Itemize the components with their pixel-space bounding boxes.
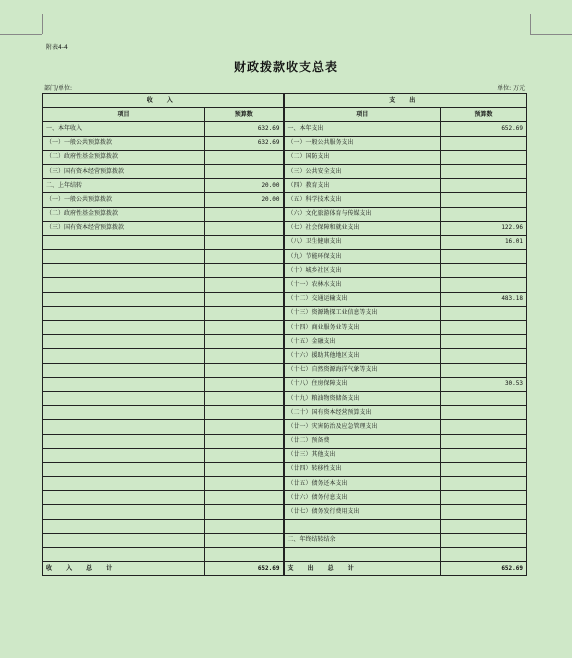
income-item xyxy=(43,335,205,349)
income-item xyxy=(43,377,205,391)
income-header: 收 入 xyxy=(43,94,284,108)
income-item: （一）一般公共预算拨款 xyxy=(43,136,205,150)
income-value xyxy=(205,164,284,178)
income-item xyxy=(43,278,205,292)
expense-value xyxy=(441,349,527,363)
expense-value xyxy=(441,533,527,547)
income-value xyxy=(205,519,284,533)
income-item: 一、本年收入 xyxy=(43,122,205,136)
expense-item: （十二）交通运输支出 xyxy=(284,292,441,306)
expense-value xyxy=(441,448,527,462)
expense-item: 二、年终结转结余 xyxy=(284,533,441,547)
income-value xyxy=(205,420,284,434)
income-value xyxy=(205,533,284,547)
income-item xyxy=(43,533,205,547)
income-item xyxy=(43,321,205,335)
income-item xyxy=(43,349,205,363)
income-value xyxy=(205,321,284,335)
income-item: （三）国有资本经营预算拨款 xyxy=(43,221,205,235)
table-row xyxy=(43,420,527,434)
table-row xyxy=(43,548,527,562)
income-item: （三）国有资本经营预算拨款 xyxy=(43,164,205,178)
table-row xyxy=(43,179,527,193)
income-value xyxy=(205,221,284,235)
expense-item: （十八）住房保障支出 xyxy=(284,377,441,391)
table-row xyxy=(43,519,527,533)
expense-value xyxy=(441,505,527,519)
expense-item: 一、本年支出 xyxy=(284,122,441,136)
income-item xyxy=(43,363,205,377)
expense-item: （廿六）债务付息支出 xyxy=(284,491,441,505)
income-value xyxy=(205,391,284,405)
income-value xyxy=(205,306,284,320)
income-value xyxy=(205,448,284,462)
table-row xyxy=(43,505,527,519)
expense-value xyxy=(441,391,527,405)
table-row xyxy=(43,491,527,505)
expense-item xyxy=(284,548,441,562)
table-row xyxy=(43,321,527,335)
expense-value xyxy=(441,250,527,264)
income-value xyxy=(205,406,284,420)
income-value xyxy=(205,491,284,505)
expense-value xyxy=(441,548,527,562)
table-row xyxy=(43,349,527,363)
income-value xyxy=(205,335,284,349)
expense-item: （六）文化旅游体育与传媒支出 xyxy=(284,207,441,221)
expense-value xyxy=(441,477,527,491)
expense-item: （二十）国有资本经营预算支出 xyxy=(284,406,441,420)
expense-total-label: 支 出 总 计 xyxy=(284,562,441,576)
totals-row xyxy=(43,562,527,576)
table-row xyxy=(43,533,527,547)
header-row-columns xyxy=(43,108,527,122)
expense-item: （十九）粮油物资储备支出 xyxy=(284,391,441,405)
income-item: 二、上年结转 xyxy=(43,179,205,193)
income-value xyxy=(205,363,284,377)
table-row xyxy=(43,335,527,349)
expense-item: （十六）援助其他地区支出 xyxy=(284,349,441,363)
expense-value xyxy=(441,363,527,377)
table-row xyxy=(43,406,527,420)
expense-value xyxy=(441,321,527,335)
table-row xyxy=(43,292,527,306)
expense-value: 483.18 xyxy=(441,292,527,306)
expense-value xyxy=(441,434,527,448)
expense-item: （五）科学技术支出 xyxy=(284,193,441,207)
expense-item-header: 项目 xyxy=(284,108,441,122)
expense-value xyxy=(441,264,527,278)
income-item xyxy=(43,250,205,264)
income-value xyxy=(205,150,284,164)
expense-value xyxy=(441,335,527,349)
income-item xyxy=(43,477,205,491)
income-item xyxy=(43,306,205,320)
expense-value xyxy=(441,519,527,533)
expense-value: 652.69 xyxy=(441,122,527,136)
income-value: 20.00 xyxy=(205,193,284,207)
table-row xyxy=(43,462,527,476)
table-row xyxy=(43,477,527,491)
income-value: 20.00 xyxy=(205,179,284,193)
expense-item: （廿三）其他支出 xyxy=(284,448,441,462)
expense-value xyxy=(441,150,527,164)
dept-label: 部门/单位: xyxy=(44,85,73,92)
income-item xyxy=(43,406,205,420)
income-value: 632.69 xyxy=(205,122,284,136)
table-row xyxy=(43,391,527,405)
table-row xyxy=(43,264,527,278)
income-budget-header: 预算数 xyxy=(205,108,284,122)
income-item xyxy=(43,235,205,249)
income-value xyxy=(205,207,284,221)
expense-value xyxy=(441,406,527,420)
income-value xyxy=(205,505,284,519)
table-row xyxy=(43,278,527,292)
income-item: （二）政府性基金预算拨款 xyxy=(43,207,205,221)
expense-item: （十五）金融支出 xyxy=(284,335,441,349)
income-item: （二）政府性基金预算拨款 xyxy=(43,150,205,164)
expense-value xyxy=(441,420,527,434)
income-total-label: 收 入 总 计 xyxy=(43,562,205,576)
expense-item: （廿四）转移性支出 xyxy=(284,462,441,476)
table-row xyxy=(43,164,527,178)
table-row xyxy=(43,193,527,207)
income-value xyxy=(205,434,284,448)
expense-item: （十四）商业服务业等支出 xyxy=(284,321,441,335)
expense-item: （三）公共安全支出 xyxy=(284,164,441,178)
expense-total-value: 652.69 xyxy=(441,562,527,576)
crop-mark-top-right-v xyxy=(530,14,531,34)
crop-mark-top-left-v xyxy=(42,14,43,34)
expense-item: （八）卫生健康支出 xyxy=(284,235,441,249)
budget-table xyxy=(42,93,527,576)
expense-item: （一）一般公共服务支出 xyxy=(284,136,441,150)
expense-item: （二）国防支出 xyxy=(284,150,441,164)
income-value xyxy=(205,349,284,363)
expense-value xyxy=(441,278,527,292)
crop-mark-top-left-h xyxy=(0,34,42,35)
table-row xyxy=(43,136,527,150)
income-item xyxy=(43,491,205,505)
expense-value xyxy=(441,164,527,178)
table-row xyxy=(43,448,527,462)
income-value xyxy=(205,462,284,476)
header-row-sections xyxy=(43,94,527,108)
income-value xyxy=(205,477,284,491)
table-row xyxy=(43,150,527,164)
expense-value xyxy=(441,491,527,505)
expense-item: （十七）自然资源海洋气象等支出 xyxy=(284,363,441,377)
income-item xyxy=(43,548,205,562)
table-row xyxy=(43,235,527,249)
expense-value xyxy=(441,462,527,476)
expense-item: （七）社会保障和就业支出 xyxy=(284,221,441,235)
income-value xyxy=(205,235,284,249)
expense-value xyxy=(441,207,527,221)
expense-item: （廿七）债务发行费用支出 xyxy=(284,505,441,519)
table-row xyxy=(43,377,527,391)
table-row xyxy=(43,363,527,377)
expense-item xyxy=(284,519,441,533)
expense-value: 122.96 xyxy=(441,221,527,235)
income-value xyxy=(205,250,284,264)
unit-label: 单位: 万元 xyxy=(497,85,525,92)
expense-item: （九）节能环保支出 xyxy=(284,250,441,264)
table-row xyxy=(43,434,527,448)
income-value xyxy=(205,377,284,391)
crop-mark-top-right-h xyxy=(530,34,572,35)
income-value xyxy=(205,292,284,306)
income-value xyxy=(205,548,284,562)
expense-value xyxy=(441,179,527,193)
income-item xyxy=(43,420,205,434)
expense-item: （廿一）灾害防治及应急管理支出 xyxy=(284,420,441,434)
income-item xyxy=(43,505,205,519)
income-item xyxy=(43,292,205,306)
table-row xyxy=(43,250,527,264)
income-item xyxy=(43,519,205,533)
income-item xyxy=(43,448,205,462)
expense-value xyxy=(441,136,527,150)
table-row xyxy=(43,207,527,221)
income-value: 632.69 xyxy=(205,136,284,150)
income-value xyxy=(205,278,284,292)
income-item: （一）一般公共预算拨款 xyxy=(43,193,205,207)
income-item-header: 项目 xyxy=(43,108,205,122)
income-item xyxy=(43,391,205,405)
income-item xyxy=(43,462,205,476)
table-row xyxy=(43,122,527,136)
table-row xyxy=(43,221,527,235)
expense-value xyxy=(441,306,527,320)
income-value xyxy=(205,264,284,278)
expense-item: （廿二）预备费 xyxy=(284,434,441,448)
expense-item: （四）教育支出 xyxy=(284,179,441,193)
income-item xyxy=(43,264,205,278)
expense-value: 16.01 xyxy=(441,235,527,249)
income-item xyxy=(43,434,205,448)
income-total-value: 652.69 xyxy=(205,562,284,576)
expense-item: （十）城乡社区支出 xyxy=(284,264,441,278)
table-row xyxy=(43,306,527,320)
expense-item: （十三）资源勘探工业信息等支出 xyxy=(284,306,441,320)
attachment-label: 附表4-4 xyxy=(46,44,68,51)
expense-item: （十一）农林水支出 xyxy=(284,278,441,292)
expense-budget-header: 预算数 xyxy=(441,108,527,122)
expense-item: （廿五）债务还本支出 xyxy=(284,477,441,491)
expense-value xyxy=(441,193,527,207)
expense-value: 30.53 xyxy=(441,377,527,391)
page-title: 财政拨款收支总表 xyxy=(233,60,338,74)
expense-header: 支 出 xyxy=(284,94,527,108)
